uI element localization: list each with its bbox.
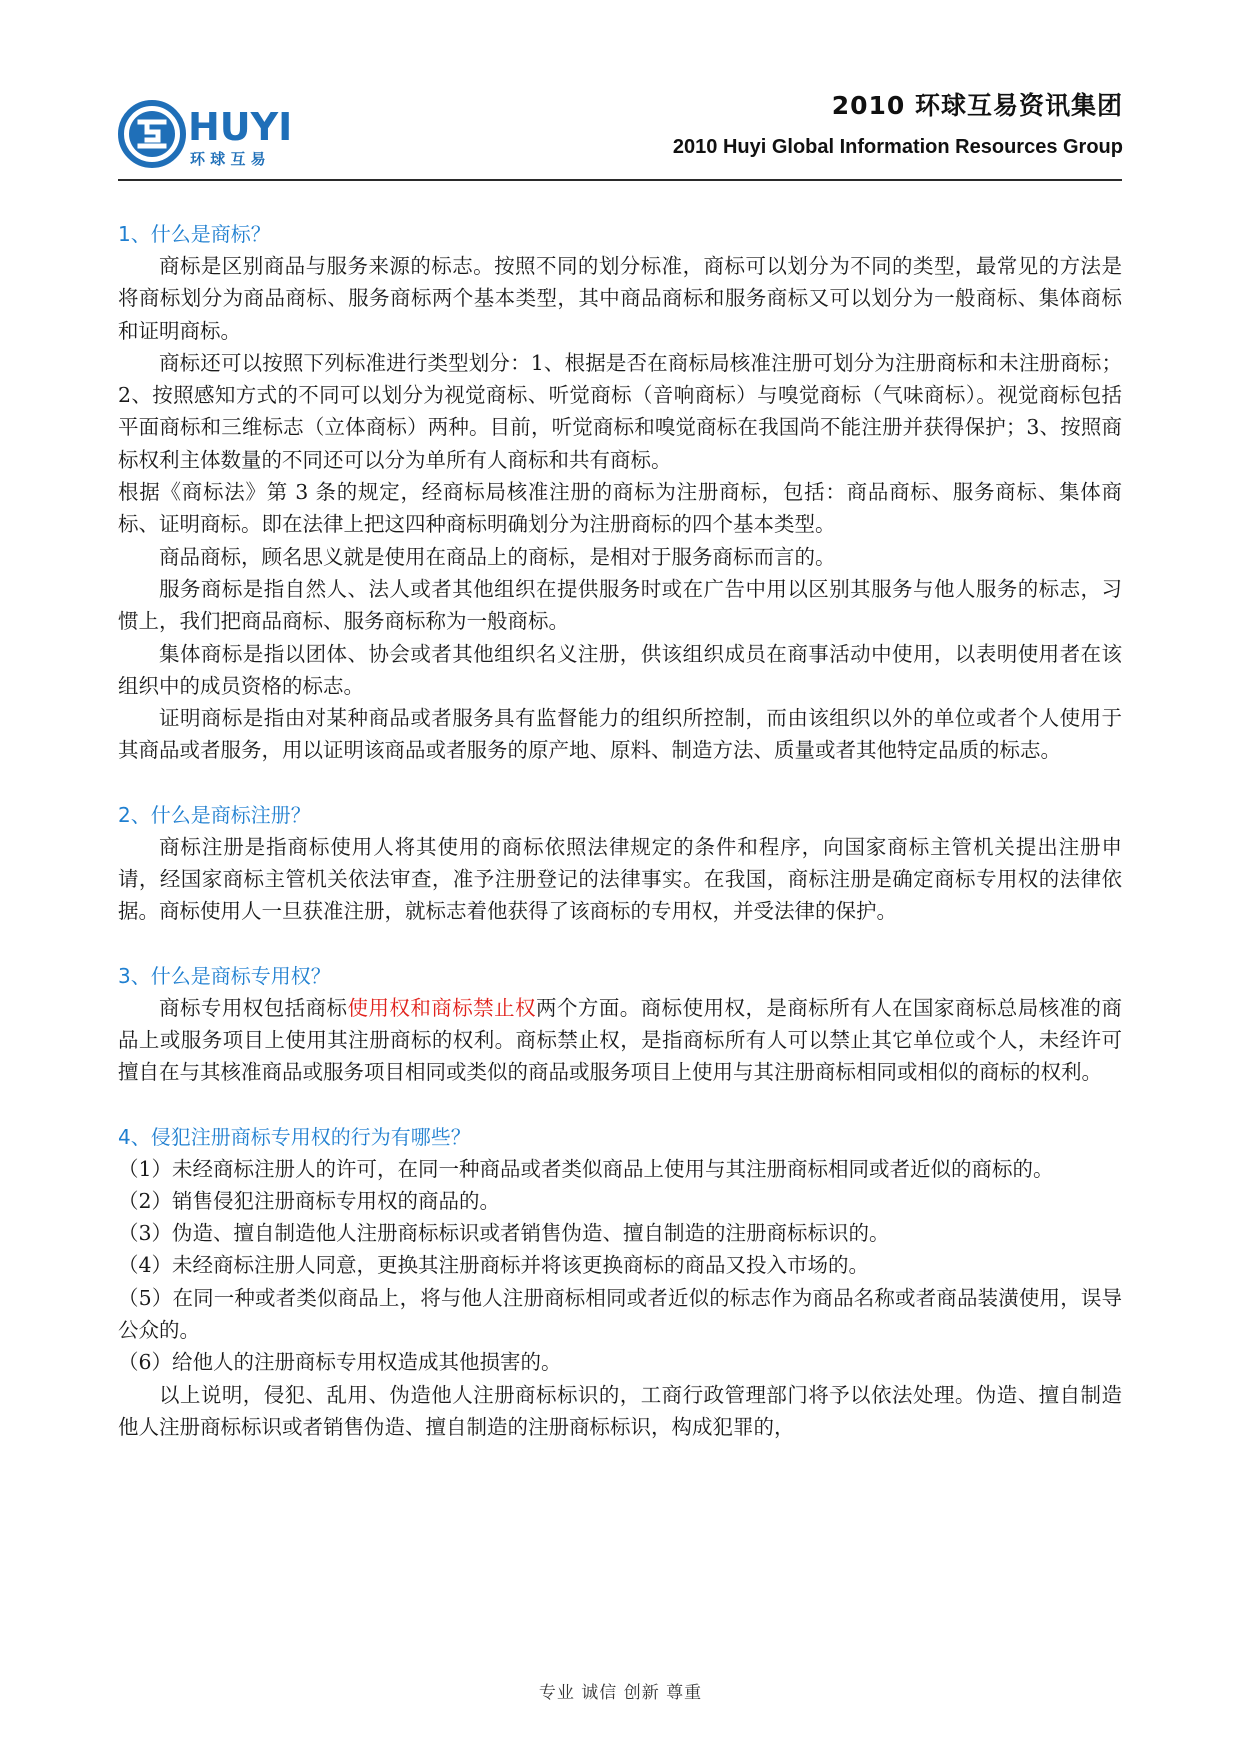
- paragraph: [118, 992, 1122, 1089]
- paragraph: 商标还可以按照下列标准进行类型划分：1、根据是否在商标局核准注册可划分为注册商标和未注册商标；2、按照感知方式的不同可以划分为视觉商标、听觉商标（音响商标）与嗅觉商标（气味商标）。视觉商标包括平面商标和三维标志（立体商标）两种。目前，听觉商标和嗅觉商标在我国尚不能注册并获得保护；3、按照商标权利主体数量的不同还可以分为单所有人商标和共有商标。: [118, 350, 1122, 472]
- text-run: 两个方面。商标使用权，是商标所有人在国家商标总局核准的商品上或服务项目上使用其注册商标的权利。商标禁止权，是指商标所有人可以禁止其它单位或个人，未经许可擅自在与其核准商品或服务项目相同或类似的商品或服务项目上使用与其注册商标相同或相似的商标的权利。: [118, 995, 1122, 1085]
- huyi-logo-icon: [118, 98, 340, 170]
- page-footer: 专业 诚信 创新 尊重: [538, 1683, 703, 1703]
- list-item: （1）未经商标注册人的许可，在同一种商品或者类似商品上使用与其注册商标相同或者近似的商标的。: [118, 1156, 1054, 1181]
- paragraph: 商标注册是指商标使用人将其使用的商标依照法律规定的条件和程序，向国家商标主管机关提出注册申请，经国家商标主管机关依法审查，准予注册登记的法律事实。在我国，商标注册是确定商标专用权的法律依据。商标使用人一旦获准注册，就标志着他获得了该商标的专用权，并受法律的保护。: [118, 834, 1122, 924]
- paragraph: 商品商标，顾名思义就是使用在商品上的商标，是相对于服务商标而言的。: [159, 544, 836, 569]
- section-what-is-trademark: [118, 218, 1122, 767]
- paragraph: 集体商标是指以团体、协会或者其他组织名义注册，供该组织成员在商事活动中使用，以表明使用者在该组织中的成员资格的标志。: [118, 641, 1122, 698]
- paragraph: 证明商标是指由对某种商品或者服务具有监督能力的组织所控制，而由该组织以外的单位或者个人使用于其商品或者服务，用以证明该商品或者服务的原产地、原料、制造方法、质量或者其他特定品质的标志。: [118, 706, 1122, 763]
- list-item: （5）在同一种或者类似商品上，将与他人注册商标相同或者近似的标志作为商品名称或者商品装潢使用，误导公众的。: [118, 1285, 1122, 1343]
- section-heading: 2、什么是商标注册？: [118, 802, 311, 827]
- section-infringement: [118, 1121, 1122, 1444]
- header-divider: [118, 179, 1122, 181]
- document-body: [118, 218, 1122, 1475]
- header-title: 2010 环球互易资讯集团: [831, 91, 1123, 120]
- text-run: 商标专用权包括商标: [159, 995, 348, 1020]
- logo-subtext: 环 球 互 易: [190, 150, 266, 168]
- highlighted-text: 使用权和商标禁止权: [347, 995, 536, 1020]
- section-heading: 4、侵犯注册商标专用权的行为有哪些？: [118, 1124, 471, 1149]
- section-trademark-registration: [118, 799, 1122, 928]
- paragraph: 服务商标是指自然人、法人或者其他组织在提供服务时或在广告中用以区别其服务与他人服务的标志，习惯上，我们把商品商标、服务商标称为一般商标。: [118, 576, 1122, 634]
- section-heading: 1、什么是商标？: [118, 222, 271, 246]
- section-heading: 3、什么是商标专用权？: [118, 963, 331, 988]
- list-item: （2）销售侵犯注册商标专用权的商品的。: [118, 1188, 501, 1213]
- huyi-logo: [118, 98, 340, 170]
- page-header: [0, 0, 1241, 186]
- list-item: （4）未经商标注册人同意，更换其注册商标并将该更换商标的商品又投入市场的。: [118, 1253, 870, 1278]
- header-subtitle: 2010 Huyi Global Information Resources Group: [672, 136, 1123, 158]
- list-item: （6）给他人的注册商标专用权造成其他损害的。: [118, 1350, 562, 1375]
- list-item: （3）伪造、擅自制造他人注册商标标识或者销售伪造、擅自制造的注册商标标识的。: [118, 1221, 890, 1246]
- paragraph: 以上说明，侵犯、乱用、伪造他人注册商标标识的，工商行政管理部门将予以依法处理。伪造、擅自制造他人注册商标标识或者销售伪造、擅自制造的注册商标标识，构成犯罪的，: [118, 1382, 1122, 1439]
- paragraph: 根据《商标法》第 3 条的规定，经商标局核准注册的商标为注册商标，包括：商品商标、服务商标、集体商标、证明商标。即在法律上把这四种商标明确划分为注册商标的四个基本类型。: [118, 480, 1122, 537]
- section-exclusive-right: [118, 960, 1122, 1089]
- paragraph: 商标是区别商品与服务来源的标志。按照不同的划分标准，商标可以划分为不同的类型，最常见的方法是将商标划分为商品商标、服务商标两个基本类型，其中商品商标和服务商标又可以划分为一般商标、集体商标和证明商标。: [118, 254, 1122, 343]
- logo-text: HUYI: [188, 105, 293, 149]
